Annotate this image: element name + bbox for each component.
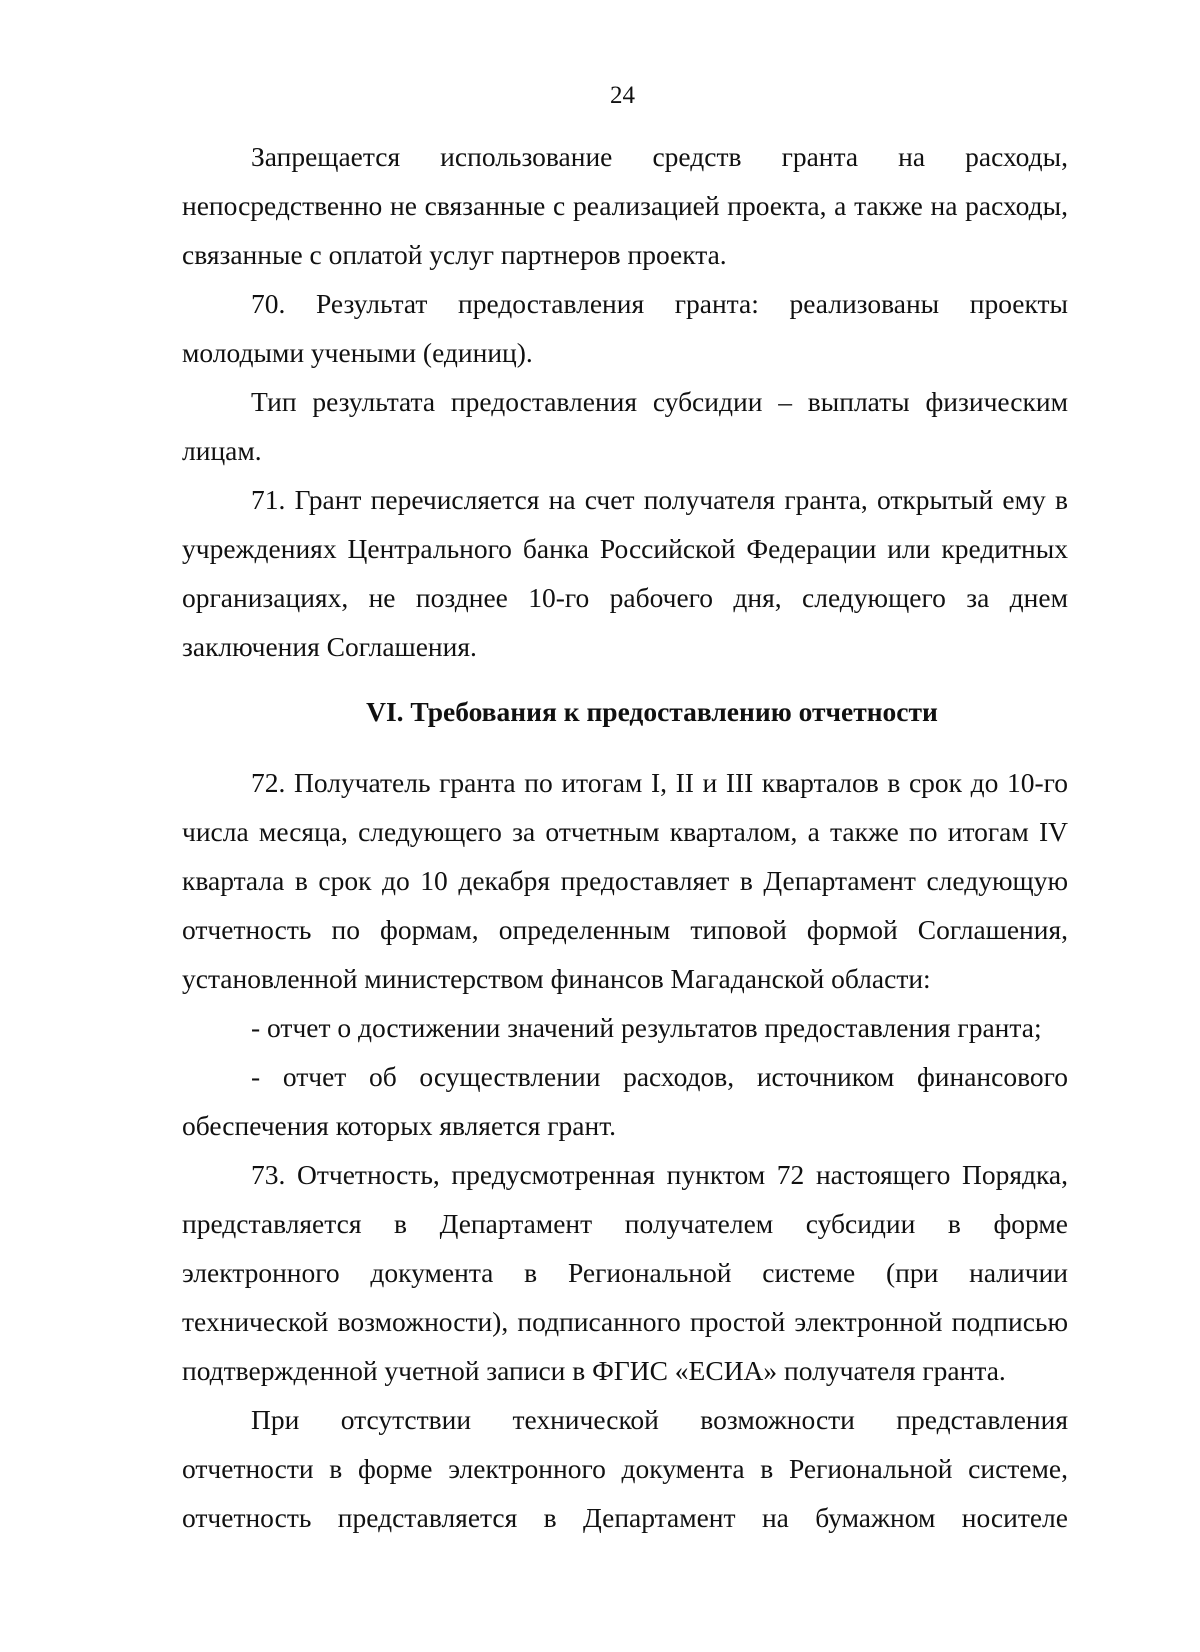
paragraph-70-grant-result: 70. Результат предоставления гранта: реализованы проекты молодыми учеными (единиц). (182, 288, 1068, 368)
document-body (182, 132, 1068, 1542)
paragraph-report-expenses: - отчет об осуществлении расходов, источником финансового обеспечения которых является грант. (182, 1061, 1068, 1141)
paragraph-paper-reporting: При отсутствии технической возможности представления отчетности в форме электронного документа в Региональной системе, отчетность представляется в Департамент на бумажном носителе (182, 1404, 1068, 1533)
paragraph-72-reporting: 72. Получатель гранта по итогам I, II и III кварталов в срок до 10-го числа месяца, следующего за отчетным кварталом, а также по итогам IV квартала в срок до 10 декабря предоставляет в Департамент следующую отчетность по формам, определенным типовой формой Соглашения, установленной министерством финансов Магаданской области: (182, 767, 1068, 994)
paragraph-73-electronic-reporting: 73. Отчетность, предусмотренная пунктом 72 настоящего Порядка, представляется в Департамент получателем субсидии в форме электронного документа в Региональной системе (при наличии технической возможности), подписанного простой электронной подписью подтвержденной учетной записи в ФГИС «ЕСИА» получателя гранта. (182, 1159, 1068, 1386)
page-number: 24 (610, 82, 635, 109)
section-heading: VI. Требования к предоставлению отчетности (366, 696, 938, 727)
paragraph-grant-expense-restriction: Запрещается использование средств гранта на расходы, непосредственно не связанные с реализацией проекта, а также на расходы, связанные с оплатой услуг партнеров проекта. (182, 141, 1068, 270)
paragraph-result-type: Тип результата предоставления субсидии – выплаты физическим лицам. (182, 386, 1068, 466)
paragraph-report-results: - отчет о достижении значений результатов предоставления гранта; (251, 1012, 1042, 1043)
paragraph-71-grant-transfer: 71. Грант перечисляется на счет получателя гранта, открытый ему в учреждениях Центрального банка Российской Федерации или кредитных организациях, не позднее 10-го рабочего дня, следующего за днем заключения Соглашения. (182, 484, 1068, 662)
